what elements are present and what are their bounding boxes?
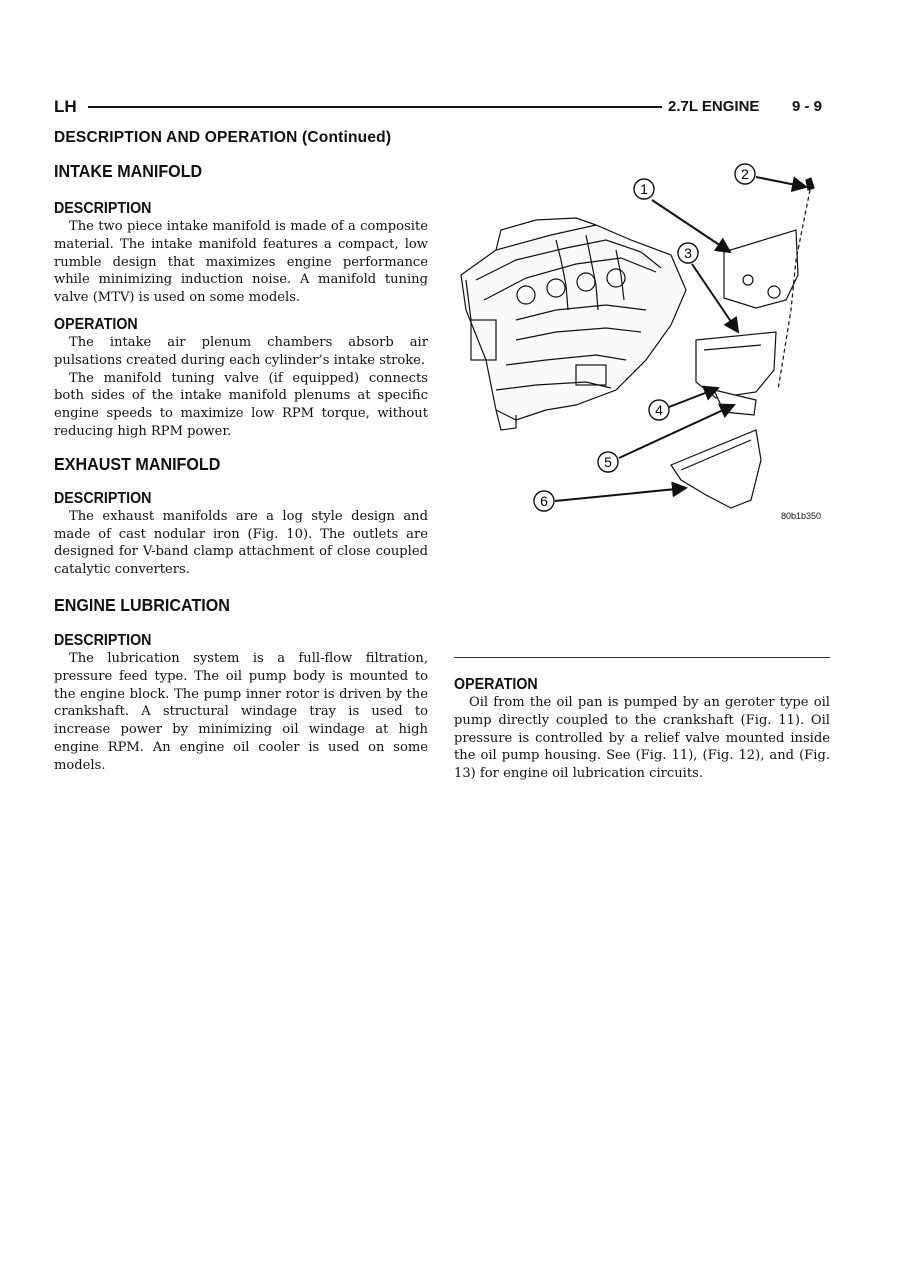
exhaust-title: EXHAUST MANIFOLD — [54, 453, 221, 474]
exhaust-manifold-section — [54, 454, 428, 579]
figure-separator — [454, 657, 830, 658]
exhaust-desc-heading: DESCRIPTION — [54, 489, 152, 507]
callout-3-label: 3 — [684, 245, 692, 261]
callout-2-label: 2 — [741, 166, 749, 182]
left-column — [54, 158, 428, 775]
callout-1-label: 1 — [640, 181, 648, 197]
callout-5-label: 5 — [604, 454, 612, 470]
callout-6 — [534, 488, 686, 511]
figure-code: 80b1b350 — [781, 511, 822, 521]
intake-manifold-section — [54, 161, 428, 441]
right-column — [454, 676, 830, 783]
header-rule — [88, 106, 662, 108]
intake-desc-text: The two piece intake manifold is made of a composite material. The intake manifold features a compact, low rumble design that maximizes engine performance while minimizing induction noise. A manifold tuning valve (MTV) is used on some models. — [54, 219, 428, 306]
lubrication-desc-heading: DESCRIPTION — [54, 631, 152, 649]
page-number: 9 - 9 — [792, 98, 823, 115]
exhaust-desc-text: The exhaust manifolds are a log style design and made of cast nodular iron (Fig. 10). The outlets are designed for V-band clamp attachment of close coupled catalytic converters. — [54, 508, 428, 578]
engine-oil-pan-figure — [456, 160, 830, 530]
header-left-code: LH — [54, 97, 77, 116]
intake-op-text-2: The manifold tuning valve (if equipped) connects both sides of the intake manifold plenums at specific engine speeds to maximize low RPM torque, without reducing high RPM power. — [54, 370, 428, 439]
callout-1 — [634, 179, 730, 252]
lubrication-op-heading: OPERATION — [454, 676, 538, 693]
lubrication-desc-text: The lubrication system is a full-flow filtration, pressure feed type. The oil pump body is mounted to the engine block. The pump inner rotor is driven by the crankshaft. A structural windage tray is used to increase power by minimizing oil windage at high engine RPM. An engine oil cooler is used on some models. — [54, 650, 428, 773]
callout-2 — [735, 164, 806, 187]
lubrication-op-text: Oil from the oil pan is pumped by an geroter type oil pump directly coupled to the crankshaft (Fig. 11). Oil pressure is controlled by a relief valve mounted inside the oil pump housing. See (Fig. 11), (Fig. 12), and (Fig. 13) for engine oil lubrication circuits. — [454, 695, 830, 782]
callout-6-label: 6 — [540, 493, 548, 509]
intake-op-text-1: The intake air plenum chambers absorb air pulsations created during each cylinder’s intake stroke. — [54, 334, 428, 368]
intake-desc-heading: DESCRIPTION — [54, 200, 152, 217]
engine-lubrication-section — [54, 595, 428, 775]
lubrication-title: ENGINE LUBRICATION — [54, 594, 230, 615]
intake-title: INTAKE MANIFOLD — [54, 161, 203, 181]
header-section: 2.7L ENGINE — [668, 98, 760, 115]
continued-heading: DESCRIPTION AND OPERATION (Continued) — [54, 129, 392, 146]
callout-4 — [649, 388, 718, 420]
engine-block-drawing — [461, 218, 686, 430]
callout-4-label: 4 — [655, 402, 663, 418]
intake-op-heading: OPERATION — [54, 315, 138, 333]
